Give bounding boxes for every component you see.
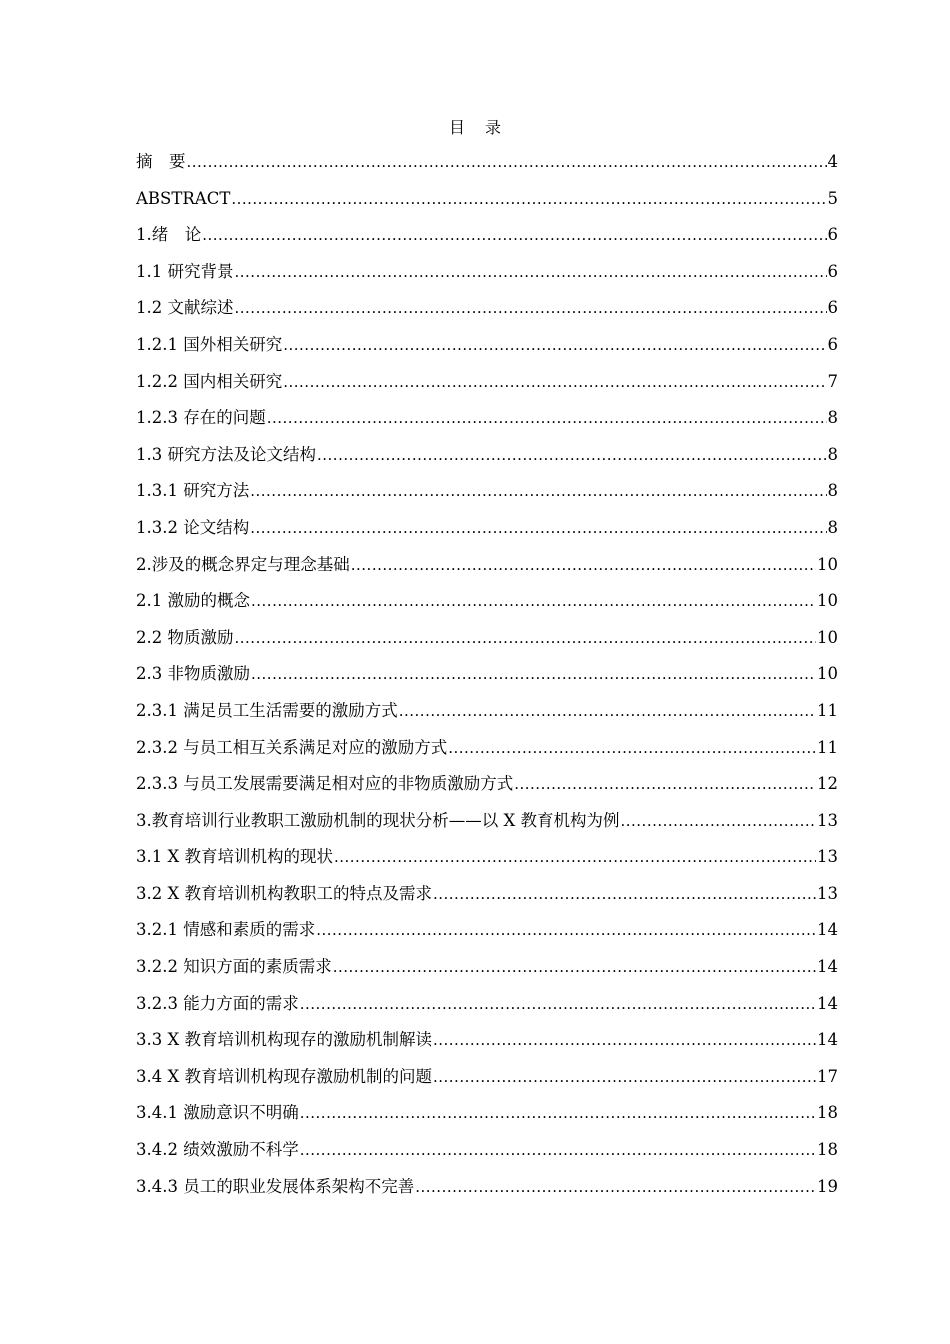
toc-entry[interactable] [136, 843, 838, 880]
toc-entry-page-number: 6 [827, 225, 838, 245]
toc-entry[interactable] [136, 1136, 838, 1173]
toc-entry-label: 1.3.2 论文结构 [136, 517, 250, 537]
toc-entry[interactable] [136, 148, 838, 185]
toc-entry-page-number: 10 [817, 664, 838, 684]
toc-entry-page-number: 8 [827, 517, 838, 537]
toc-entry[interactable] [136, 331, 838, 368]
toc-entry-label: 1.2.2 国内相关研究 [136, 371, 283, 391]
toc-entry-page-number: 6 [827, 261, 838, 281]
toc-dot-leader [250, 514, 826, 542]
toc-entry-label: 1.绪 论 [136, 225, 202, 245]
toc-entry-page-number: 6 [827, 298, 838, 318]
toc-entry-label: 2.3.2 与员工相互关系满足对应的激励方式 [136, 737, 448, 757]
toc-entry-page-number: 13 [817, 847, 838, 867]
toc-entry-page-number: 10 [817, 554, 838, 574]
toc-entry[interactable] [136, 770, 838, 807]
toc-entry-page-number: 19 [817, 1176, 838, 1196]
toc-entry-page-number: 13 [817, 883, 838, 903]
toc-entry-label: 1.3.1 研究方法 [136, 481, 250, 501]
toc-dot-leader [300, 990, 816, 1018]
toc-entry-label: ABSTRACT [136, 188, 231, 208]
toc-entry-page-number: 10 [817, 627, 838, 647]
toc-entry-label: 3.4.2 绩效激励不科学 [136, 1140, 299, 1160]
toc-entry-label: 1.3 研究方法及论文结构 [136, 444, 316, 464]
toc-entry[interactable] [136, 441, 838, 478]
toc-title-char-2: 录 [485, 118, 502, 137]
toc-entry-label: 3.2.3 能力方面的需求 [136, 993, 299, 1013]
toc-entry-label: 3.2.1 情感和素质的需求 [136, 920, 316, 940]
toc-dot-leader [433, 1026, 816, 1054]
toc-entry[interactable] [136, 514, 838, 551]
toc-dot-leader [300, 1136, 816, 1164]
toc-dot-leader [415, 1173, 816, 1201]
toc-entry-label: 1.2 文献综述 [136, 298, 234, 318]
toc-entry[interactable] [136, 916, 838, 953]
toc-entry-page-number: 11 [817, 737, 838, 757]
toc-entry-page-number: 8 [827, 481, 838, 501]
toc-entry[interactable] [136, 660, 838, 697]
toc-entry-label: 1.2.3 存在的问题 [136, 408, 266, 428]
toc-entry-page-number: 18 [817, 1140, 838, 1160]
toc-entry-label: 3.2.2 知识方面的素质需求 [136, 957, 332, 977]
toc-dot-leader [351, 551, 816, 579]
toc-entry[interactable] [136, 221, 838, 258]
toc-entry[interactable] [136, 734, 838, 771]
toc-dot-leader [235, 624, 817, 652]
toc-dot-leader [267, 404, 827, 432]
toc-dot-leader [317, 441, 827, 469]
toc-entry-label: 2.3.3 与员工发展需要满足相对应的非物质激励方式 [136, 774, 514, 794]
toc-entry-page-number: 18 [817, 1103, 838, 1123]
toc-entry[interactable] [136, 294, 838, 331]
toc-entry[interactable] [136, 404, 838, 441]
toc-dot-leader [399, 697, 816, 725]
toc-entry-label: 3.2 X 教育培训机构教职工的特点及需求 [136, 883, 432, 903]
toc-dot-leader [235, 294, 827, 322]
toc-entry-page-number: 13 [817, 810, 838, 830]
toc-entry-label: 3.4.3 员工的职业发展体系架构不完善 [136, 1176, 415, 1196]
toc-entry-page-number: 11 [817, 700, 838, 720]
toc-entry[interactable] [136, 587, 838, 624]
toc-dot-leader [251, 587, 816, 615]
toc-entry-label: 2.3.1 满足员工生活需要的激励方式 [136, 700, 398, 720]
toc-entry[interactable] [136, 807, 838, 844]
toc-dot-leader [433, 880, 816, 908]
toc-entry[interactable] [136, 624, 838, 661]
toc-dot-leader [202, 221, 826, 249]
toc-entry-label: 3.4.1 激励意识不明确 [136, 1103, 299, 1123]
toc-entry-page-number: 6 [827, 334, 838, 354]
toc-dot-leader [250, 477, 826, 505]
toc-entry-label: 2.涉及的概念界定与理念基础 [136, 554, 350, 574]
toc-dot-leader [231, 185, 826, 213]
toc-entry[interactable] [136, 697, 838, 734]
toc-dot-leader [333, 953, 816, 981]
toc-title [0, 115, 950, 138]
toc-entry[interactable] [136, 1173, 838, 1210]
toc-title-char-1: 目 [448, 118, 465, 137]
toc-dot-leader [251, 660, 816, 688]
toc-entry[interactable] [136, 1063, 838, 1100]
toc-entry[interactable] [136, 368, 838, 405]
toc-entry-page-number: 10 [817, 591, 838, 611]
toc-entry[interactable] [136, 477, 838, 514]
toc-entry[interactable] [136, 185, 838, 222]
table-of-contents [136, 148, 838, 1209]
toc-entry-page-number: 14 [817, 993, 838, 1013]
toc-entry[interactable] [136, 880, 838, 917]
toc-dot-leader [283, 331, 826, 359]
toc-dot-leader [283, 368, 826, 396]
toc-dot-leader [334, 843, 816, 871]
toc-entry-page-number: 7 [827, 371, 838, 391]
toc-dot-leader [433, 1063, 816, 1091]
toc-entry-label: 3.教育培训行业教职工激励机制的现状分析——以 X 教育机构为例 [136, 810, 620, 830]
toc-dot-leader [514, 770, 816, 798]
toc-entry[interactable] [136, 1099, 838, 1136]
toc-dot-leader [620, 807, 816, 835]
toc-entry-label: 2.2 物质激励 [136, 627, 234, 647]
toc-entry-label: 1.2.1 国外相关研究 [136, 334, 283, 354]
toc-dot-leader [300, 1099, 816, 1127]
toc-entry-label: 3.4 X 教育培训机构现存激励机制的问题 [136, 1066, 432, 1086]
toc-dot-leader [448, 734, 816, 762]
toc-dot-leader [187, 148, 827, 176]
toc-entry[interactable] [136, 551, 838, 588]
toc-entry-page-number: 8 [827, 408, 838, 428]
toc-entry-label: 3.1 X 教育培训机构的现状 [136, 847, 333, 867]
toc-entry[interactable] [136, 258, 838, 295]
toc-entry-page-number: 17 [817, 1066, 838, 1086]
toc-entry-label: 摘 要 [136, 152, 186, 171]
toc-entry-page-number: 14 [817, 957, 838, 977]
toc-entry-page-number: 4 [827, 152, 838, 171]
toc-entry-page-number: 5 [827, 188, 838, 208]
toc-entry[interactable] [136, 990, 838, 1027]
toc-entry-label: 3.3 X 教育培训机构现存的激励机制解读 [136, 1030, 432, 1050]
toc-entry-page-number: 12 [817, 774, 838, 794]
toc-entry-page-number: 8 [827, 444, 838, 464]
toc-entry[interactable] [136, 1026, 838, 1063]
toc-entry[interactable] [136, 953, 838, 990]
toc-entry-page-number: 14 [817, 1030, 838, 1050]
toc-dot-leader [316, 916, 816, 944]
toc-entry-label: 1.1 研究背景 [136, 261, 234, 281]
toc-entry-label: 2.1 激励的概念 [136, 591, 250, 611]
toc-entry-label: 2.3 非物质激励 [136, 664, 250, 684]
toc-entry-page-number: 14 [817, 920, 838, 940]
toc-dot-leader [235, 258, 827, 286]
